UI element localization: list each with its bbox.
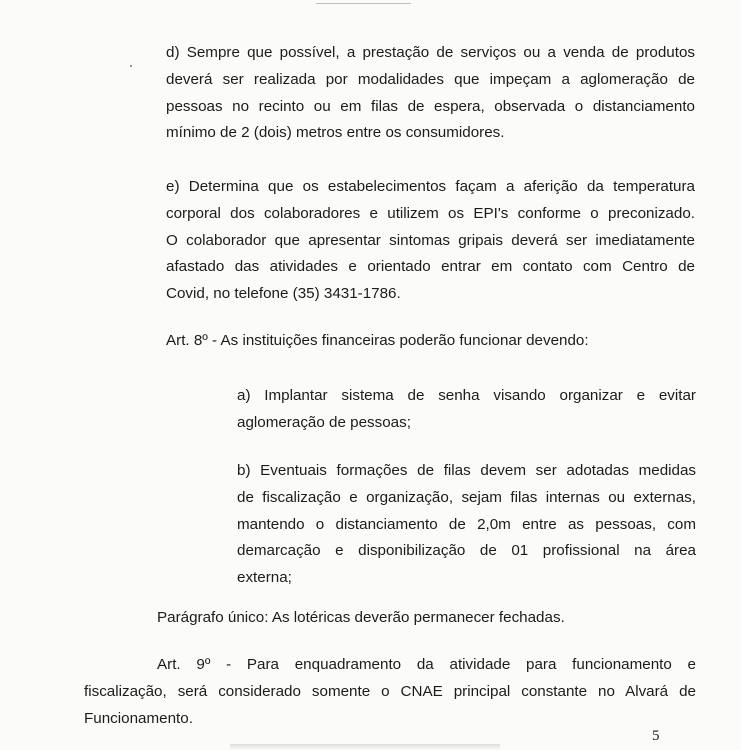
page-number: 5 (652, 728, 660, 744)
item-d-line: pessoas no recinto ou em filas de espera, observada o distanciamento (166, 97, 695, 115)
art-9-line: fiscalização, será considerado somente o CNAE principal constante no Alvará de (84, 682, 696, 700)
art-8-item-a-line: aglomeração de pessoas; (237, 413, 411, 431)
art-9-line: Funcionamento. (84, 709, 193, 727)
scan-mark (316, 0, 411, 4)
art-8-item-b-line: de fiscalização e organização, sejam filas internas ou externas, (237, 488, 696, 506)
item-d-paragraph (166, 40, 695, 147)
item-d-line: mínimo de 2 (dois) metros entre os consumidores. (166, 124, 505, 142)
item-e-line: e) Determina que os estabelecimentos façam a aferição da temperatura (166, 178, 695, 195)
paragrafo-unico-text: Parágrafo único: As lotéricas deverão permanecer fechadas. (157, 609, 565, 626)
item-e-paragraph (166, 174, 695, 308)
scan-bottom-shadow (230, 744, 500, 750)
art-9-paragraph (84, 652, 696, 732)
item-d-line: deverá ser realizada por modalidades que impeçam a aglomeração de (166, 70, 695, 88)
item-e-line: afastado das atividades e orientado entrar em contato com Centro de (166, 258, 695, 276)
art-8-text: Art. 8º - As instituições financeiras poderão funcionar devendo: (166, 332, 589, 349)
art-8-item-b (237, 458, 696, 592)
art-8-item-a (237, 383, 696, 437)
art-9-line: Art. 9º - Para enquadramento da atividade para funcionamento e (157, 656, 696, 673)
art-8-item-a-line: a) Implantar sistema de senha visando organizar e evitar (237, 387, 696, 404)
art-8-heading (166, 328, 695, 355)
item-e-line: corporal dos colaboradores e utilizem os EPI's conforme o preconizado. (166, 204, 695, 222)
art-8-item-b-line: b) Eventuais formações de filas devem ser adotadas medidas (237, 462, 696, 479)
item-e-line: Covid, no telefone (35) 3431-1786. (166, 285, 401, 303)
item-d-line: d) Sempre que possível, a prestação de serviços ou a venda de produtos (166, 44, 695, 61)
art-8-item-b-line: demarcação e disponibilização de 01 profissional na área (237, 542, 696, 560)
item-e-line: O colaborador que apresentar sintomas gripais deverá ser imediatamente (166, 231, 695, 249)
scan-speck (130, 65, 132, 67)
art-8-item-b-line: externa; (237, 569, 292, 587)
art-8-item-b-line: mantendo o distanciamento de 2,0m entre as pessoas, com (237, 515, 696, 533)
paragrafo-unico (157, 605, 697, 632)
